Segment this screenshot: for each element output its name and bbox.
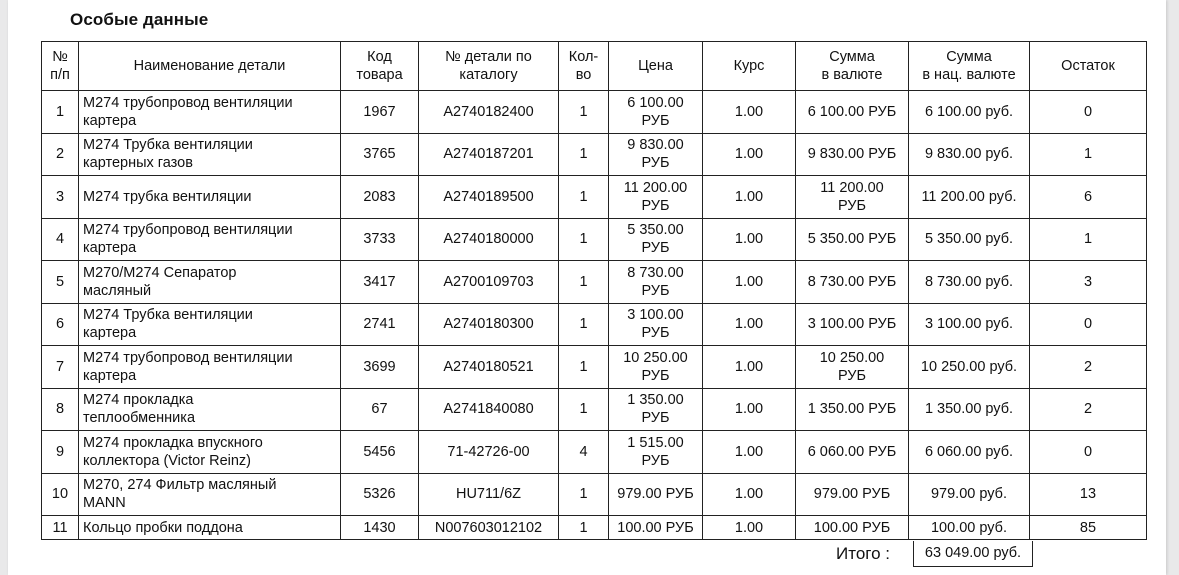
col-part-name-header xyxy=(79,42,341,91)
table-row xyxy=(42,176,1147,219)
cell-text-line: 100.00 РУБ xyxy=(813,519,891,536)
part-name-cell xyxy=(79,218,341,261)
table-row xyxy=(42,218,1147,261)
sum-national-cell: 979.00 руб. xyxy=(909,473,1030,516)
sum-currency-cell xyxy=(796,218,909,261)
total-label: Итого : xyxy=(836,544,890,563)
part-name-cell xyxy=(79,91,341,134)
cell-text-line: РУБ xyxy=(641,197,670,214)
product-code-cell: 3417 xyxy=(341,261,419,304)
col-quantity-header xyxy=(559,42,609,91)
sum-currency-cell xyxy=(796,133,909,176)
cell-text-line: РУБ xyxy=(641,282,670,299)
cell-text-line: M274 прокладка xyxy=(83,392,194,409)
cell-text-line: РУБ xyxy=(837,197,867,214)
table-row xyxy=(42,133,1147,176)
rate-cell: 1.00 xyxy=(703,218,796,261)
quantity-cell: 1 xyxy=(559,473,609,516)
cell-text-line: Остаток xyxy=(1061,58,1115,74)
catalog-number-cell: A2741840080 xyxy=(419,388,559,431)
sum-national-cell: 6 100.00 руб. xyxy=(909,91,1030,134)
row-number-cell: 11 xyxy=(42,516,79,540)
quantity-cell: 1 xyxy=(559,388,609,431)
catalog-number-cell: 71-42726-00 xyxy=(419,431,559,474)
price-cell xyxy=(609,346,703,389)
rate-cell: 1.00 xyxy=(703,91,796,134)
cell-text-line: 10 250.00 xyxy=(623,349,688,366)
sum-national-cell: 1 350.00 руб. xyxy=(909,388,1030,431)
col-sum-currency-header xyxy=(796,42,909,91)
sum-currency-cell xyxy=(796,388,909,431)
table-row xyxy=(42,303,1147,346)
cell-text-line: п/п xyxy=(50,67,70,83)
row-number-cell: 10 xyxy=(42,473,79,516)
row-number-cell: 5 xyxy=(42,261,79,304)
col-sum-national-header xyxy=(909,42,1030,91)
row-number-cell: 9 xyxy=(42,431,79,474)
product-code-cell: 3699 xyxy=(341,346,419,389)
quantity-cell: 1 xyxy=(559,516,609,540)
cell-text-line: 979.00 РУБ xyxy=(813,486,891,503)
catalog-number-cell: A2740180521 xyxy=(419,346,559,389)
cell-text-line: M270, 274 Фильтр масляный xyxy=(83,477,277,494)
cell-text-line: 1 350.00 xyxy=(627,392,684,409)
cell-text-line: РУБ xyxy=(641,410,670,427)
table-row xyxy=(42,431,1147,474)
cell-text-line: 11 200.00 xyxy=(820,179,884,196)
cell-text-line: 5 350.00 РУБ xyxy=(807,231,897,248)
catalog-number-cell: A2700109703 xyxy=(419,261,559,304)
cell-text-line: M274 Трубка вентиляции xyxy=(83,137,253,154)
cell-text-line: Цена xyxy=(638,58,673,74)
sum-currency-cell xyxy=(796,431,909,474)
product-code-cell: 3765 xyxy=(341,133,419,176)
col-product-code-header xyxy=(341,42,419,91)
cell-text-line: 6 100.00 xyxy=(627,94,684,111)
product-code-cell: 3733 xyxy=(341,218,419,261)
cell-text-line: каталогу xyxy=(459,67,518,83)
quantity-cell: 1 xyxy=(559,303,609,346)
sum-currency-cell xyxy=(796,176,909,219)
row-number-cell: 7 xyxy=(42,346,79,389)
price-cell xyxy=(609,516,703,540)
cell-text-line: 8 730.00 РУБ xyxy=(807,273,897,290)
quantity-cell: 1 xyxy=(559,91,609,134)
sum-national-cell: 3 100.00 руб. xyxy=(909,303,1030,346)
stock-cell: 6 xyxy=(1030,176,1147,219)
part-name-cell xyxy=(79,388,341,431)
row-number-cell: 2 xyxy=(42,133,79,176)
cell-text-line: 5 350.00 xyxy=(627,222,684,239)
price-cell xyxy=(609,261,703,304)
cell-text-line: M274 прокладка впускного xyxy=(83,434,263,451)
table-row xyxy=(42,261,1147,304)
row-number-cell: 1 xyxy=(42,91,79,134)
cell-text-line: № детали по xyxy=(445,49,532,65)
part-name-cell xyxy=(79,303,341,346)
cell-text-line: Кольцо пробки поддона xyxy=(83,519,243,536)
cell-text-line: РУБ xyxy=(641,240,670,257)
row-number-cell: 4 xyxy=(42,218,79,261)
quantity-cell: 1 xyxy=(559,176,609,219)
cell-text-line: M274 трубка вентиляции xyxy=(83,188,252,205)
quantity-cell: 4 xyxy=(559,431,609,474)
cell-text-line: теплообменника xyxy=(83,410,196,427)
cell-text-line: Наименование детали xyxy=(133,58,286,74)
stock-cell: 0 xyxy=(1030,303,1147,346)
cell-text-line: MANN xyxy=(83,495,126,512)
cell-text-line: M274 трубопровод вентиляции xyxy=(83,94,293,111)
product-code-cell: 2083 xyxy=(341,176,419,219)
part-name-cell xyxy=(79,176,341,219)
cell-text-line: Кол- xyxy=(568,49,599,65)
col-price-header xyxy=(609,42,703,91)
sum-national-cell: 100.00 руб. xyxy=(909,516,1030,540)
cell-text-line: товара xyxy=(356,67,403,83)
quantity-cell: 1 xyxy=(559,346,609,389)
table-row xyxy=(42,388,1147,431)
cell-text-line: M274 трубопровод вентиляции xyxy=(83,349,293,366)
sum-national-cell: 5 350.00 руб. xyxy=(909,218,1030,261)
product-code-cell: 1430 xyxy=(341,516,419,540)
cell-text-line: картера xyxy=(83,325,137,342)
cell-text-line: РУБ xyxy=(837,367,867,384)
sum-national-cell: 10 250.00 руб. xyxy=(909,346,1030,389)
quantity-cell: 1 xyxy=(559,133,609,176)
cell-text-line: M270/M274 Сепаратор xyxy=(83,264,237,281)
price-cell xyxy=(609,388,703,431)
cell-text-line: РУБ xyxy=(641,452,670,469)
rate-cell: 1.00 xyxy=(703,176,796,219)
stock-cell: 3 xyxy=(1030,261,1147,304)
cell-text-line: Сумма xyxy=(946,49,992,65)
col-rate-header xyxy=(703,42,796,91)
rate-cell: 1.00 xyxy=(703,346,796,389)
cell-text-line: 8 730.00 xyxy=(627,264,684,281)
price-cell xyxy=(609,176,703,219)
row-number-cell: 3 xyxy=(42,176,79,219)
table-row xyxy=(42,473,1147,516)
price-cell xyxy=(609,303,703,346)
quantity-cell: 1 xyxy=(559,218,609,261)
stock-cell: 13 xyxy=(1030,473,1147,516)
cell-text-line: в валюте xyxy=(821,67,883,83)
cell-text-line: картера xyxy=(83,112,137,129)
stock-cell: 85 xyxy=(1030,516,1147,540)
cell-text-line: 1 350.00 РУБ xyxy=(807,401,897,418)
part-name-cell xyxy=(79,431,341,474)
row-number-cell: 8 xyxy=(42,388,79,431)
part-name-cell xyxy=(79,516,341,540)
cell-text-line: 11 200.00 xyxy=(623,179,688,196)
cell-text-line: № xyxy=(52,49,68,65)
catalog-number-cell: A2740180300 xyxy=(419,303,559,346)
cell-text-line: 979.00 РУБ xyxy=(617,486,694,503)
sum-currency-cell xyxy=(796,516,909,540)
cell-text-line: 100.00 РУБ xyxy=(617,519,694,536)
table-row xyxy=(42,346,1147,389)
cell-text-line: РУБ xyxy=(641,367,670,384)
table-row xyxy=(42,516,1147,540)
stock-cell: 2 xyxy=(1030,388,1147,431)
rate-cell: 1.00 xyxy=(703,473,796,516)
sum-national-cell: 8 730.00 руб. xyxy=(909,261,1030,304)
col-number-header xyxy=(42,42,79,91)
part-name-cell xyxy=(79,261,341,304)
total-value: 63 049.00 руб. xyxy=(913,541,1033,567)
cell-text-line: 6 060.00 РУБ xyxy=(807,443,897,460)
sum-national-cell: 6 060.00 руб. xyxy=(909,431,1030,474)
product-code-cell: 67 xyxy=(341,388,419,431)
product-code-cell: 5456 xyxy=(341,431,419,474)
cell-text-line: M274 трубопровод вентиляции xyxy=(83,222,293,239)
sum-currency-cell xyxy=(796,303,909,346)
rate-cell: 1.00 xyxy=(703,261,796,304)
stock-cell: 0 xyxy=(1030,91,1147,134)
cell-text-line: Код xyxy=(367,49,392,65)
parts-table xyxy=(41,41,1147,540)
part-name-cell xyxy=(79,133,341,176)
rate-cell: 1.00 xyxy=(703,431,796,474)
cell-text-line: РУБ xyxy=(641,325,670,342)
stock-cell: 2 xyxy=(1030,346,1147,389)
price-cell xyxy=(609,431,703,474)
price-cell xyxy=(609,218,703,261)
price-cell xyxy=(609,473,703,516)
cell-text-line: картера xyxy=(83,367,137,384)
catalog-number-cell: A2740182400 xyxy=(419,91,559,134)
sum-national-cell: 9 830.00 руб. xyxy=(909,133,1030,176)
table-header-row xyxy=(42,42,1147,91)
product-code-cell: 5326 xyxy=(341,473,419,516)
cell-text-line: 3 100.00 РУБ xyxy=(807,316,897,333)
cell-text-line: картера xyxy=(83,240,137,257)
cell-text-line: картерных газов xyxy=(83,155,193,172)
cell-text-line: в нац. валюте xyxy=(922,67,1016,83)
cell-text-line: 3 100.00 xyxy=(627,307,684,324)
cell-text-line: 9 830.00 xyxy=(627,137,684,154)
rate-cell: 1.00 xyxy=(703,516,796,540)
product-code-cell: 1967 xyxy=(341,91,419,134)
sum-currency-cell xyxy=(796,473,909,516)
cell-text-line: M274 Трубка вентиляции xyxy=(83,307,253,324)
stock-cell: 1 xyxy=(1030,133,1147,176)
cell-text-line: Курс xyxy=(733,58,765,74)
cell-text-line: 6 100.00 РУБ xyxy=(807,103,897,120)
stock-cell: 1 xyxy=(1030,218,1147,261)
part-name-cell xyxy=(79,473,341,516)
rate-cell: 1.00 xyxy=(703,388,796,431)
price-cell xyxy=(609,133,703,176)
table-body xyxy=(42,91,1147,540)
cell-text-line: 10 250.00 xyxy=(819,349,885,366)
sum-currency-cell xyxy=(796,261,909,304)
rate-cell: 1.00 xyxy=(703,303,796,346)
catalog-number-cell: A2740180000 xyxy=(419,218,559,261)
cell-text-line: коллектора (Victor Reinz) xyxy=(83,452,252,469)
cell-text-line: 1 515.00 xyxy=(627,434,684,451)
col-catalog-number-header xyxy=(419,42,559,91)
cell-text-line: РУБ xyxy=(641,112,670,129)
product-code-cell: 2741 xyxy=(341,303,419,346)
cell-text-line: РУБ xyxy=(641,155,670,172)
stock-cell: 0 xyxy=(1030,431,1147,474)
cell-text-line: Сумма xyxy=(829,49,875,65)
sum-national-cell: 11 200.00 руб. xyxy=(909,176,1030,219)
quantity-cell: 1 xyxy=(559,261,609,304)
catalog-number-cell: N007603012102 xyxy=(419,516,559,540)
cell-text-line: во xyxy=(575,67,592,83)
price-cell xyxy=(609,91,703,134)
catalog-number-cell: A2740189500 xyxy=(419,176,559,219)
col-stock-header xyxy=(1030,42,1147,91)
rate-cell: 1.00 xyxy=(703,133,796,176)
page-title: Особые данные xyxy=(70,10,209,29)
sum-currency-cell xyxy=(796,346,909,389)
part-name-cell xyxy=(79,346,341,389)
catalog-number-cell: A2740187201 xyxy=(419,133,559,176)
row-number-cell: 6 xyxy=(42,303,79,346)
table-row xyxy=(42,91,1147,134)
catalog-number-cell: HU711/6Z xyxy=(419,473,559,516)
cell-text-line: 9 830.00 РУБ xyxy=(807,146,897,163)
sum-currency-cell xyxy=(796,91,909,134)
cell-text-line: масляный xyxy=(83,282,152,299)
document-page xyxy=(8,0,1166,575)
